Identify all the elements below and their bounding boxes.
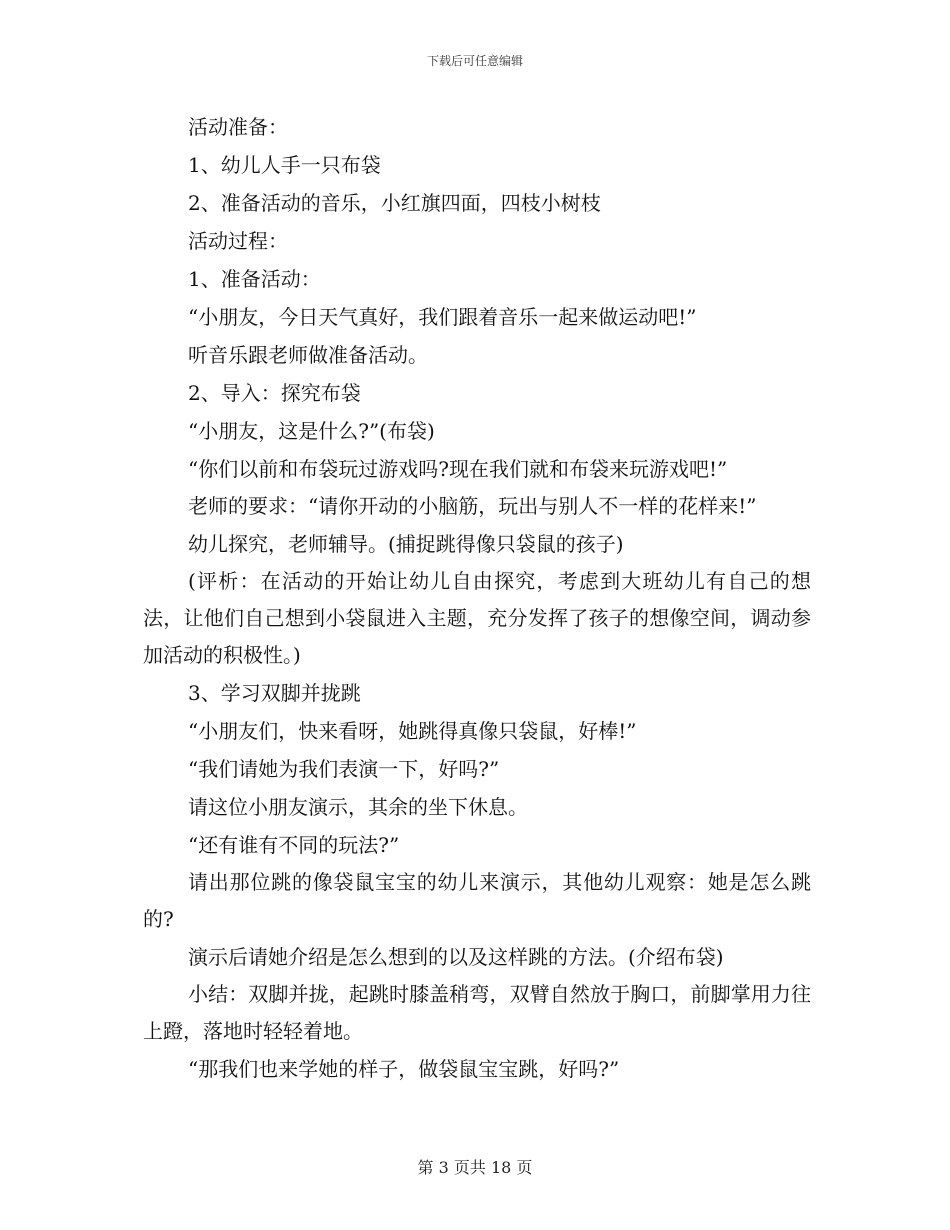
paragraph-prep-item-2: 2、准备活动的音乐，小红旗四面，四枝小树枝 [188, 191, 601, 215]
document-body [143, 108, 811, 1088]
paragraph-summary: 小结：双脚并拢，起跳时膝盖稍弯，双臂自然放于胸口，前脚掌用力往上蹬，落地时轻轻着地。 [143, 982, 811, 1043]
paragraph-warmup: 听音乐跟老师做准备活动。 [188, 343, 428, 367]
paragraph-quote-other: “还有谁有不同的玩法?” [188, 833, 400, 857]
paragraph-teacher-request: 老师的要求：“请你开动的小脑筋，玩出与别人不一样的花样来!” [188, 494, 757, 518]
paragraph-quote-what: “小朋友，这是什么?”(布袋) [188, 419, 435, 443]
paragraph-step-1: 1、准备活动： [188, 267, 321, 291]
paragraph-explore: 幼儿探究，老师辅导。(捕捉跳得像只袋鼠的孩子) [188, 532, 624, 556]
page-header: 下载后可任意编辑 [426, 54, 523, 68]
paragraph-comment: (评析：在活动的开始让幼儿自由探究，考虑到大班幼儿有自己的想法，让他们自己想到小袋鼠进入主题，充分发挥了孩子的想像空间，调动参加活动的积极性。) [143, 569, 811, 667]
paragraph-quote-look: “小朋友们，快来看呀，她跳得真像只袋鼠，好棒!” [188, 719, 637, 743]
paragraph-prep-item-1: 1、幼儿人手一只布袋 [188, 153, 381, 177]
paragraph-observe: 请出那位跳的像袋鼠宝宝的幼儿来演示，其他幼儿观察：她是怎么跳的? [143, 870, 811, 931]
paragraph-process-heading: 活动过程： [188, 229, 288, 253]
paragraph-step-2: 2、导入：探究布袋 [188, 381, 361, 405]
paragraph-prep-heading: 活动准备： [188, 115, 288, 139]
page-footer: 第 3 页共 18 页 [417, 1158, 533, 1177]
paragraph-quote-weather: “小朋友，今日天气真好，我们跟着音乐一起来做运动吧!” [188, 305, 697, 329]
paragraph-quote-play: “你们以前和布袋玩过游戏吗?现在我们就和布袋来玩游戏吧!” [188, 457, 728, 481]
paragraph-quote-learn: “那我们也来学她的样子，做袋鼠宝宝跳，好吗?” [188, 1057, 620, 1081]
paragraph-step-3: 3、学习双脚并拢跳 [188, 681, 361, 705]
paragraph-introduce: 演示后请她介绍是怎么想到的以及这样跳的方法。(介绍布袋) [188, 945, 724, 969]
paragraph-quote-perform: “我们请她为我们表演一下，好吗?” [188, 757, 500, 781]
paragraph-demo: 请这位小朋友演示，其余的坐下休息。 [188, 795, 528, 819]
